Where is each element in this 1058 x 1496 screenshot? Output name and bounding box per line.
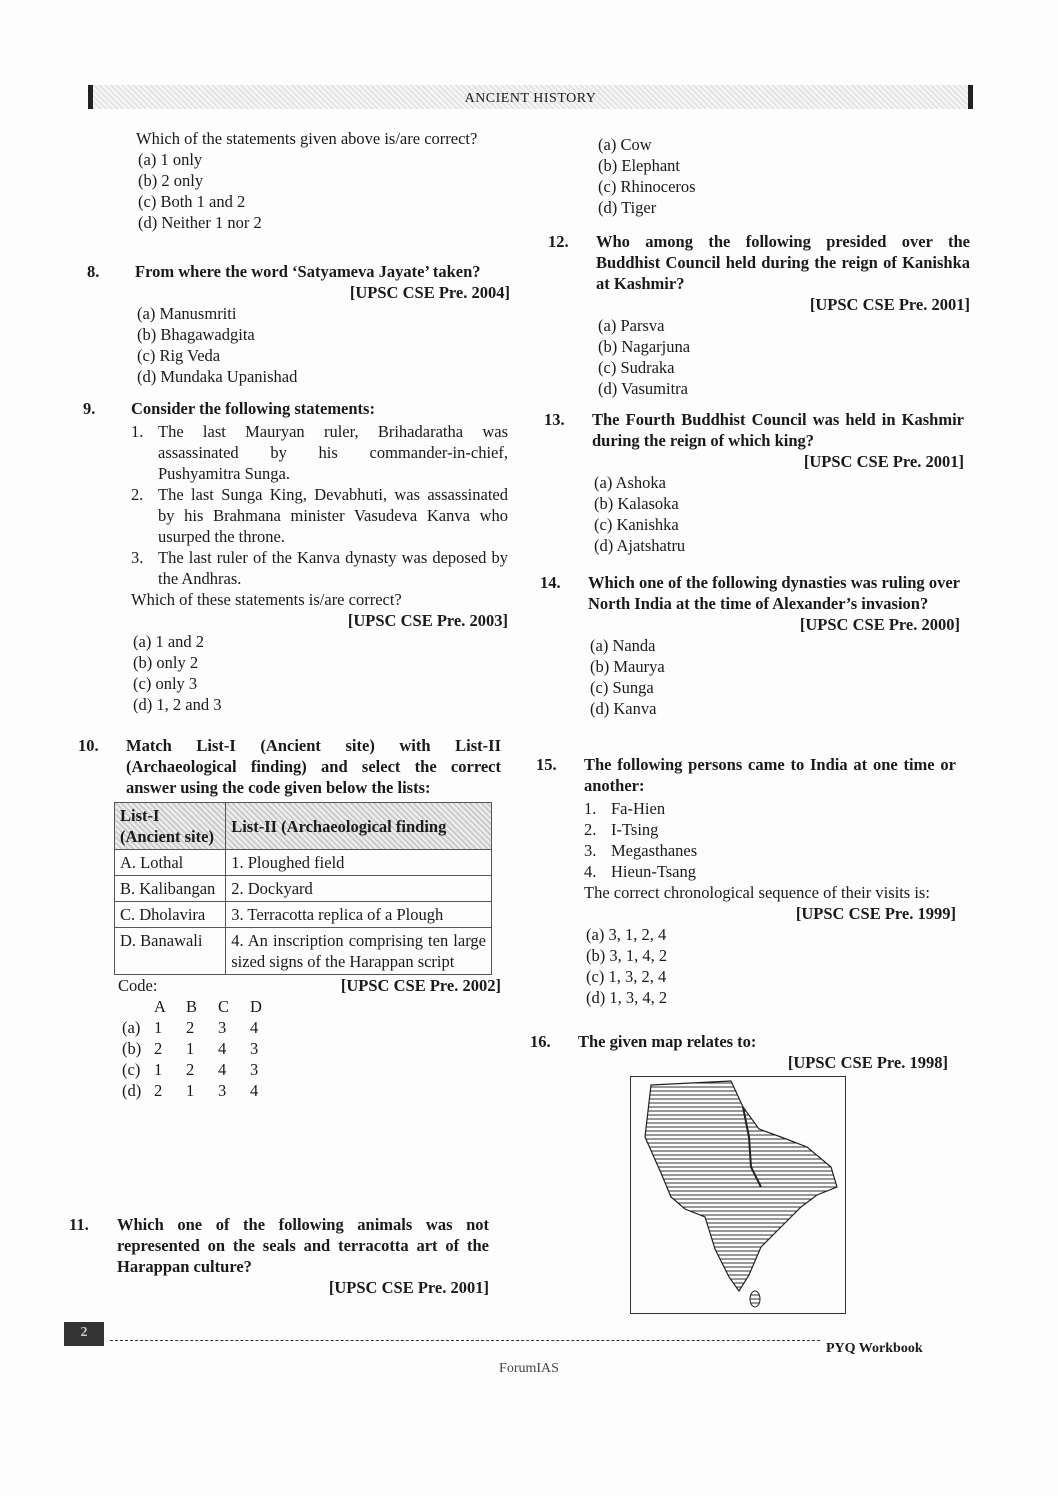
question-source: [UPSC CSE Pre. 2000] [799, 615, 960, 634]
statement [131, 421, 508, 484]
answer-option: (d) Neither 1 nor 2 [138, 213, 262, 232]
statement-text: Hieun-Tsang [611, 862, 696, 881]
code-header [122, 996, 154, 1017]
question-q9 [83, 398, 508, 715]
answer-option: (c) Sudraka [598, 358, 675, 377]
section-title: ANCIENT HISTORY [464, 91, 597, 106]
answer-option: (d) Tiger [598, 198, 657, 217]
question-number: 11. [69, 1215, 89, 1234]
archaeological-finding: 3. Terracotta replica of a Plough [226, 902, 492, 928]
question-stem: Match List-I (Ancient site) with List-II (Archaeological finding) and select the correct answer using the code given below the lists: [126, 736, 501, 797]
question-number: 15. [536, 755, 557, 774]
answer-option: (c) Sunga [590, 678, 654, 697]
ancient-site: D. Banawali [115, 928, 226, 975]
question-q11 [596, 134, 896, 218]
code-label: Code: [118, 976, 158, 995]
code-cell: 1 [186, 1039, 195, 1058]
answer-option: (a) Manusmriti [137, 304, 237, 323]
running-header [88, 85, 973, 109]
statement-text: The last ruler of the Kanva dynasty was deposed by the Andhras. [158, 548, 508, 588]
statement-text: The last Mauryan ruler, Brihadaratha was assassinated by his commander-in-chief, Pushyamitra Sunga. [158, 422, 508, 483]
question-number: 14. [540, 573, 561, 592]
question-q13 [544, 409, 964, 556]
statement [584, 819, 956, 840]
question-source: [UPSC CSE Pre. 2001] [803, 452, 964, 471]
code-cell: 1 [154, 1018, 163, 1037]
statement-number: 2. [584, 820, 597, 839]
archaeological-finding: 4. An inscription comprising ten large sized signs of the Harappan script [226, 928, 492, 975]
code-table [122, 996, 282, 1101]
answer-option: (a) 3, 1, 2, 4 [586, 925, 667, 944]
question-number: 16. [530, 1032, 551, 1051]
statement [584, 798, 956, 819]
code-line [118, 975, 501, 996]
question-number: 13. [544, 410, 565, 429]
answer-option: (b) Nagarjuna [598, 337, 691, 356]
ancient-site: C. Dholavira [115, 902, 226, 928]
answer-option: (a) 1 only [138, 150, 203, 169]
code-cell: 4 [250, 1081, 259, 1100]
statement-number: 4. [584, 862, 597, 881]
code-cell: 2 [186, 1060, 195, 1079]
statement-number: 3. [131, 548, 144, 567]
code-cell: (b) [122, 1039, 142, 1058]
code-option-row [122, 1059, 282, 1080]
code-option-row [122, 1080, 282, 1101]
question-source: [UPSC CSE Pre. 2003] [347, 611, 508, 630]
question-stem: Which of the statements given above is/are correct? [136, 129, 478, 148]
question-stem: The Fourth Buddhist Council was held in Kashmir during the reign of which king? [592, 410, 964, 450]
answer-option: (a) Nanda [590, 636, 656, 655]
question-stem: The following persons came to India at one time or another: [584, 755, 956, 795]
answer-option: (d) Vasumitra [598, 379, 688, 398]
forumias-logo: ForumIAS [499, 1361, 559, 1376]
answer-option: (b) 3, 1, 4, 2 [586, 946, 668, 965]
answer-option: (b) Maurya [590, 657, 665, 676]
answer-option: (a) Cow [598, 135, 652, 154]
question-q14 [540, 572, 960, 719]
code-cell: 3 [218, 1018, 227, 1037]
question-q11 [69, 1214, 489, 1298]
question-q16 [530, 1031, 948, 1073]
code-option-row [122, 1038, 282, 1059]
code-cell: (d) [122, 1081, 142, 1100]
answer-option: (d) Mundaka Upanishad [137, 367, 298, 386]
code-header: B [186, 997, 198, 1016]
answer-option: (c) Rig Veda [137, 346, 221, 365]
question-stem: Who among the following presided over the Buddhist Council held during the reign of Kanishka at Kashmir? [596, 232, 970, 293]
question-stem: Which one of the following dynasties was ruling over North India at the time of Alexander’s invasion? [588, 573, 960, 613]
question-q10 [78, 735, 501, 1101]
answer-option: (b) Elephant [598, 156, 681, 175]
question-q7 [136, 128, 516, 233]
statement [131, 547, 508, 589]
statement-text: The last Sunga King, Devabhuti, was assassinated by his Brahmana minister Vasudeva Kanva who usurped the throne. [158, 485, 508, 546]
code-cell: 3 [218, 1081, 227, 1100]
question-number: 9. [83, 399, 96, 418]
footer-divider [110, 1340, 820, 1341]
code-cell: 4 [218, 1039, 227, 1058]
answer-option: (a) Parsva [598, 316, 665, 335]
question-stem: From where the word ‘Satyameva Jayate’ taken? [135, 262, 481, 281]
answer-option: (d) Kanva [590, 699, 657, 718]
list-1-header: List-I (Ancient site) [115, 803, 226, 850]
statement-number: 1. [131, 422, 144, 441]
code-cell: 3 [250, 1039, 259, 1058]
answer-option: (c) 1, 3, 2, 4 [586, 967, 667, 986]
statement-text: Megasthanes [611, 841, 698, 860]
question-source: [UPSC CSE Pre. 2004] [349, 283, 510, 302]
code-header: C [218, 997, 230, 1016]
code-cell: (a) [122, 1018, 141, 1037]
question-q12 [548, 231, 970, 399]
statement [584, 861, 956, 882]
question-number: 12. [548, 232, 569, 251]
table-row [115, 928, 492, 975]
statement-text: Fa-Hien [611, 799, 666, 818]
code-cell: 2 [154, 1039, 163, 1058]
question-source: [UPSC CSE Pre. 2002] [340, 976, 501, 995]
table-row [115, 850, 492, 876]
question-source: [UPSC CSE Pre. 2001] [809, 295, 970, 314]
code-cell: 1 [154, 1060, 163, 1079]
statement-number: 1. [584, 799, 597, 818]
statement [131, 484, 508, 547]
question-q15 [536, 754, 956, 1008]
statement-number: 2. [131, 485, 144, 504]
code-cell: 4 [218, 1060, 227, 1079]
list-2-header: List-II (Archaeological finding [226, 803, 492, 850]
answer-option: (b) 2 only [138, 171, 204, 190]
table-row [115, 902, 492, 928]
code-cell: 2 [186, 1018, 195, 1037]
answer-option: (b) only 2 [133, 653, 199, 672]
answer-option: (b) Bhagawadgita [137, 325, 255, 344]
ancient-site: A. Lothal [115, 850, 226, 876]
question-source: [UPSC CSE Pre. 1998] [787, 1053, 948, 1072]
ancient-site: B. Kalibangan [115, 876, 226, 902]
question-number: 8. [87, 262, 100, 281]
answer-option: (c) only 3 [133, 674, 198, 693]
workbook-label: PYQ Workbook [826, 1341, 923, 1356]
statement [584, 840, 956, 861]
archaeological-finding: 1. Ploughed field [226, 850, 492, 876]
question-q8 [87, 261, 510, 387]
question-source: [UPSC CSE Pre. 1999] [795, 904, 956, 923]
archaeological-finding: 2. Dockyard [226, 876, 492, 902]
page-number: 2 [64, 1322, 104, 1346]
answer-option: (c) Both 1 and 2 [138, 192, 246, 211]
answer-option: (a) Ashoka [594, 473, 666, 492]
code-option-row [122, 1017, 282, 1038]
code-header: A [154, 997, 166, 1016]
code-cell: 3 [250, 1060, 259, 1079]
answer-option: (b) Kalasoka [594, 494, 679, 513]
statement-number: 3. [584, 841, 597, 860]
question-stem: The given map relates to: [578, 1032, 757, 1051]
question-number: 10. [78, 736, 99, 755]
match-table [114, 802, 492, 975]
code-cell: 2 [154, 1081, 163, 1100]
code-header-row [122, 996, 282, 1017]
answer-option: (c) Rhinoceros [598, 177, 696, 196]
question-stem: Which one of the following animals was not represented on the seals and terracotta art of the Harappan culture? [117, 1215, 489, 1276]
code-header: D [250, 997, 262, 1016]
india-map [630, 1076, 846, 1314]
code-cell: 1 [186, 1081, 195, 1100]
answer-option: (d) Ajatshatru [594, 536, 686, 555]
code-cell: 4 [250, 1018, 259, 1037]
table-row [115, 876, 492, 902]
question-prompt: Which of these statements is/are correct? [131, 590, 402, 609]
answer-option: (d) 1, 3, 4, 2 [586, 988, 668, 1007]
question-stem: Consider the following statements: [131, 399, 375, 418]
answer-option: (a) 1 and 2 [133, 632, 205, 651]
answer-option: (c) Kanishka [594, 515, 679, 534]
statement-text: I-Tsing [611, 820, 659, 839]
question-prompt: The correct chronological sequence of their visits is: [584, 883, 930, 902]
answer-option: (d) 1, 2 and 3 [133, 695, 222, 714]
question-source: [UPSC CSE Pre. 2001] [328, 1278, 489, 1297]
code-cell: (c) [122, 1060, 141, 1079]
